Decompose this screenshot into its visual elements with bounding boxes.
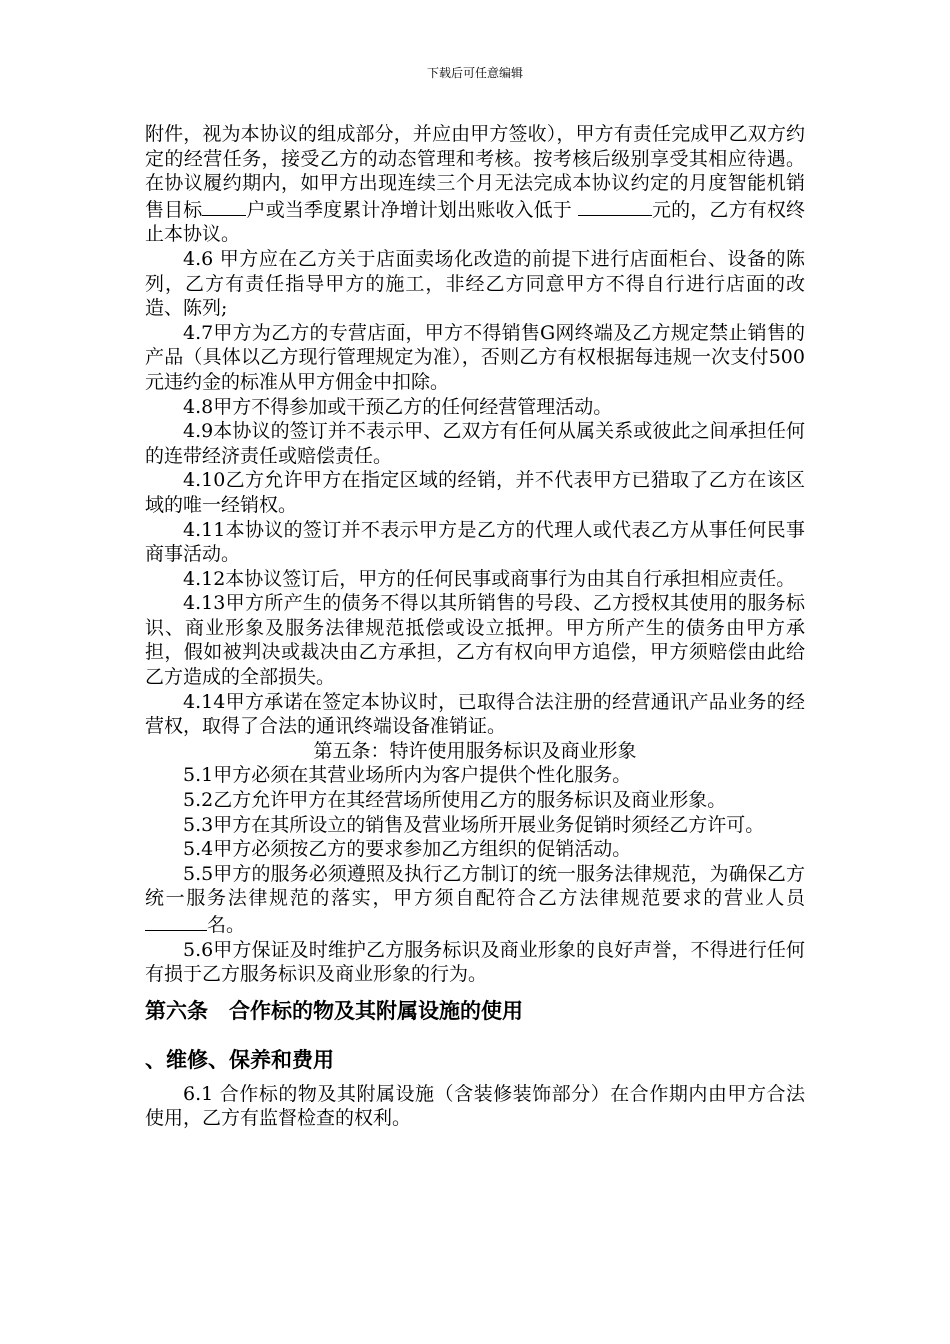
article-5-title: 第五条：特许使用服务标识及商业形象 [313, 739, 637, 762]
clause-5-2: 5.2乙方允许甲方在其经营场所使用乙方的服务标识及商业形象。 [183, 789, 727, 812]
clause-5-6: 5.6甲方保证及时维护乙方服务标识及商业形象的良好声誉，不得进行任何有损于乙方服务标识及商业形象的行为。 [145, 938, 805, 986]
clause-4-13: 4.13甲方所产生的债务不得以其所销售的号段、乙方授权其使用的服务标识、商业形象及服务法律规范抵偿或设立抵押。甲方所产生的债务由甲方承担，假如被判决或裁决由乙方承担，乙方有权向甲方追偿，甲方须赔偿由此给乙方造成的全部损失。 [145, 592, 805, 689]
article-6-title-line-1: 第六条 合作标的物及其附属设施的使用 [145, 998, 523, 1023]
paragraph-intro-text-b: 户或当季度累计净增计划出账收入低于 [246, 198, 572, 221]
clause-6-1: 6.1 合作标的物及其附属设施（含装修装饰部分）在合作期内由甲方合法使用，乙方有监督检查的权利。 [145, 1082, 805, 1130]
clause-5-3: 5.3甲方在其所设立的销售及营业场所开展业务促销时须经乙方许可。 [183, 813, 765, 836]
page-header: 下载后可任意编辑 [426, 66, 523, 80]
blank-line [578, 196, 652, 216]
article-6-title-line-2: 、维修、保养和费用 [145, 1047, 334, 1072]
clause-4-9: 4.9本协议的签订并不表示甲、乙双方有任何从属关系或彼此之间承担任何的连带经济责任或赔偿责任。 [145, 420, 805, 467]
clause-4-14: 4.14甲方承诺在签定本协议时，已取得合法注册的经营通讯产品业务的经营权，取得了合法的通讯终端设备准销证。 [145, 690, 805, 738]
blank-line [202, 196, 246, 216]
clause-5-1: 5.1甲方必须在其营业场所内为客户提供个性化服务。 [183, 764, 632, 787]
document-body [145, 122, 805, 1131]
clause-4-12: 4.12本协议签订后，甲方的任何民事或商事行为由其自行承担相应责任。 [183, 567, 796, 590]
clause-5-5 [145, 862, 805, 938]
clause-4-7: 4.7甲方为乙方的专营店面，甲方不得销售G网终端及乙方规定禁止销售的产品（具体以乙方现行管理规定为准），否则乙方有权根据每违规一次支付500元违约金的标准从甲方佣金中扣除。 [145, 321, 805, 393]
clause-4-11: 4.11本协议的签订并不表示甲方是乙方的代理人或代表乙方从事任何民事商事活动。 [145, 518, 805, 566]
paragraph-intro [145, 122, 805, 247]
paragraph-intro-text-c: 元的，乙方有权终止本协议。 [145, 198, 805, 246]
paragraph-intro-text-a: 附件，视为本协议的组成部分，并应由甲方签收），甲方有责任完成甲乙双方约定的经营任务，接受乙方的动态管理和考核。按考核后级别享受其相应待遇。在协议履约期内，如甲方出现连续三个月无法完成本协议约定的月度智能机销售目标 [145, 123, 805, 221]
clause-5-5-text-b: 名。 [207, 914, 246, 936]
clause-4-6: 4.6 甲方应在乙方关于店面卖场化改造的前提下进行店面柜台、设备的陈列，乙方有责任指导甲方的施工，非经乙方同意甲方不得自行进行店面的改造、陈列; [145, 247, 805, 320]
clause-4-8: 4.8甲方不得参加或干预乙方的任何经营管理活动。 [183, 395, 613, 418]
clause-4-10: 4.10乙方允许甲方在指定区域的经销，并不代表甲方已猎取了乙方在该区域的唯一经销权。 [145, 469, 805, 516]
clause-5-5-text-a: 5.5甲方的服务必须遵照及执行乙方制订的统一服务法律规范，为确保乙方统一服务法律规范的落实，甲方须自配符合乙方法律规范要求的营业人员 [145, 862, 805, 910]
blank-line [145, 911, 207, 931]
clause-5-4: 5.4甲方必须按乙方的要求参加乙方组织的促销活动。 [183, 838, 632, 861]
